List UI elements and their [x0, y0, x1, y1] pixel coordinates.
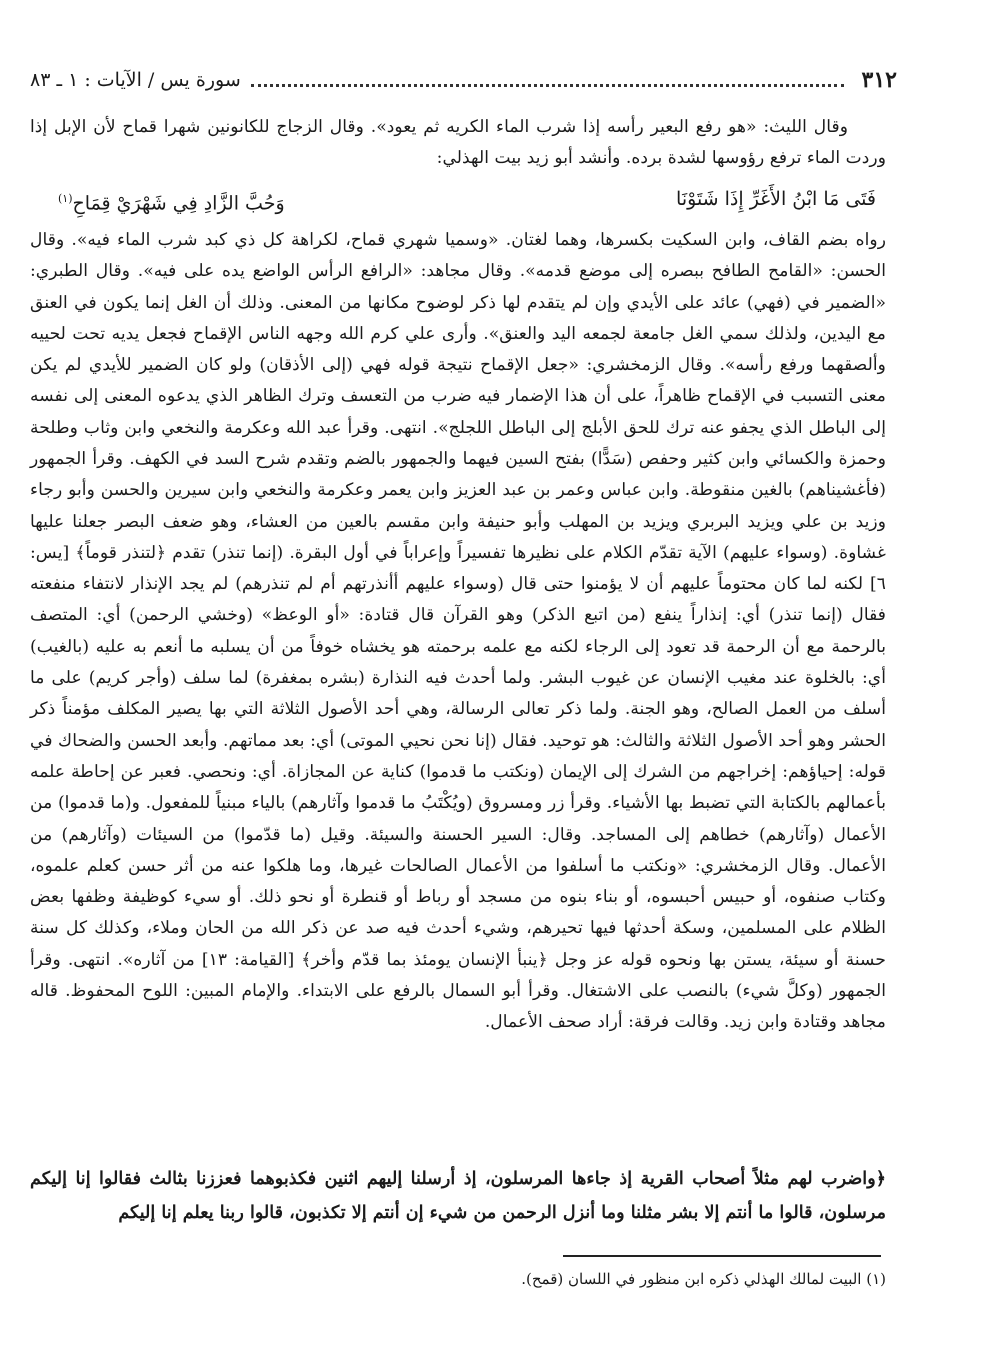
verse-second-hemistich-wrap — [58, 181, 285, 221]
footnote: (١) البيت لمالك الهذلي ذكره ابن منظور في اللسان (قمح). — [521, 1270, 886, 1288]
verse-first-hemistich: فَتَى مَا ابْنُ الأَغَرِّ إِذَا شَتَوْنَا — [676, 187, 876, 210]
running-head — [30, 60, 897, 100]
poetry-verse — [30, 181, 886, 221]
footnote-marker: (١) — [58, 191, 73, 205]
dotted-leader — [251, 82, 844, 87]
surah-verse-range: سورة يس / الآيات : ١ ـ ٨٣ — [30, 69, 241, 91]
quran-passage: ﴿واضرب لهم مثلاً أصحاب القرية إذ جاءها المرسلون، إذ أرسلنا إليهم اثنين فكذبوهما فعززنا بثالث فقالوا إنا إليكم مرسلون، قالوا ما أنتم إلا بشر مثلنا وما أنزل الرحمن من شيء إن أنتم إلا تكذبون، قالوا ربنا يعلم إنا إليكم — [30, 1168, 886, 1223]
verse-second-hemistich: وَحُبَّ الزَّادِ فِي شَهْرَيْ قِمَاحِ — [72, 191, 285, 214]
paragraph-layth: وقال الليث: «هو رفع البعير رأسه إذا شرب الماء الكريه ثم يعود». وقال الزجاج للكانونين شهرا قماح لأن الإبل إذا وردت الماء ترفع رؤوسها لشدة برده. وأنشد أبو زيد بيت الهذلي: — [30, 117, 886, 169]
footnote-rule — [563, 1255, 881, 1257]
page-number: ٣١٢ — [861, 67, 897, 93]
paragraph-commentary: رواه بضم القاف، وابن السكيت بكسرها، وهما لغتان. «وسميا شهري قماح، لكراهة كل ذي كبد شرب الماء فيه». وقال الحسن: «القامح الطافح ببصره إلى موضع قدمه». وقال مجاهد: «الرافع الرأس الواضع يده على فيه». وقال الطبري: «الضمير في (فهي) عائد على الأيدي وإن لم يتقدم لها ذكر لوضوح مكانها من المعنى. وذلك أن الغل إنما يكون في العنق مع اليدين، ولذلك سمي الغل جامعة لجمعه اليد والعنق». وأرى علي كرم الله وجهه الناس الإقماح فجعل يديه تحت لحييه وألصقهما ورفع رأسه». وقال الزمخشري: «جعل الإقماح نتيجة قوله فهي (إلى الأذقان) ولو كان الضمير للأيدي لم يكن معنى التسبب في الإقماح ظاهراً، على أن هذا الإضمار فيه ضرب من التعسف وترك الظاهر الذي يدعوه المعنى إلى نفسه إلى الباطل الذي يجفو عنه ترك للحق الأبلج إلى الباطل اللجلج». انتهى. وقرأ عبد الله وعكرمة والنخعي وابن وثاب وطلحة وحمزة والكسائي وابن كثير وحفص (سَدًّا) بفتح السين فيهما والجمهور بالضم وتقدم شرح السد في الكهف. وقرأ الجمهور (فأغشيناهم) بالغين منقوطة. وابن عباس وعمر بن عبد العزيز وابن يعمر وعكرمة والنخعي وابن سيرين والحسن وأبو رجاء وزيد بن علي ويزيد البربري ويزيد بن المهلب وأبو حنيفة وابن مقسم بالعين من العشاء، وهو ضعف البصر جعلنا عليها غشاوة. (وسواء عليهم) الآية تقدّم الكلام على نظيرها تفسيراً وإعراباً في أول البقرة. (إنما تنذر) تقدم ﴿لتنذر قوماً﴾ [يس: ٦] لكنه لما كان محتوماً عليهم أن لا يؤمنوا حتى قال (وسواء عليهم أأنذرتهم أم لم تنذرهم) لم يجد الإنذار لانتفاء منفعته فقال (إنما تنذر) أي: إنذاراً ينفع (من اتبع الذكر) وهو القرآن قال قتادة: «أو الوعظ» (وخشي الرحمن) أي: المتصف بالرحمة مع أن الرحمة قد تعود إلى الرجاء لكنه مع علمه برحمته هو يخشاه خوفاً من أن يسلبه ما أنعم به عليه (بالغيب) أي: بالخلوة عند مغيب الإنسان عن غيوب البشر. ولما أحدث فيه النذارة (بشره بمغفرة) لما سلف (وأجر كريم) على ما أسلف من العمل الصالح، وهو الجنة. ولما ذكر تعالى الرسالة، وهي أحد الأصول الثلاثة التي بها يصير المكلف مؤمناً ذكر الحشر وهو أحد الأصول الثلاثة والثالث: هو توحيد. فقال (إنا نحن نحيي الموتى) أي: بعد مماتهم. وأبعد الحسن والضحاك في قوله: إحياؤهم: إخراجهم من الشرك إلى الإيمان (ونكتب ما قدموا) كناية عن المجازاة. أي: ونحصي. فعبر عن إحاطة علمه بأعمالهم بالكتابة التي تضبط بها الأشياء. وقرأ زر ومسروق (ويُكْتَبُ ما قدموا وآثارهم) بالياء مبنياً للمفعول. و(ما قدموا) من الأعمال (وآثارهم) خطاهم إلى المساجد. وقال: السير الحسنة والسيئة. وقيل (ما قدّموا) من السيئات (وآثارهم) من الأعمال. وقال الزمخشري: «ونكتب ما أسلفوا من الأعمال الصالحات غيرها، وما هلكوا عنه من أثر حسن كعلم علموه، وكتاب صنفوه، أو حبيس أحبسوه، أو بناء بنوه من مسجد أو رباط أو قنطرة أو نحو ذلك. أو سيء كوظيفة وظفها بعض الظلام على المسلمين، وسكة أحدثها فيها تحيرهم، وشيء أحدث فيه صد عن ذكر الله من الحان وملاء، وكذلك كل سنة حسنة أو سيئة، يستن بها ونحوه قوله عز وجل ﴿ينبأ الإنسان يومئذ بما قدّم وأخر﴾ [القيامة: ١٣] من آثاره». انتهى. وقرأ الجمهور (وكلَّ شيء) بالنصب على الاشتغال. وقرأ أبو السمال بالرفع على الابتداء. والإمام المبين: اللوح المحفوظ. قاله مجاهد وقتادة وابن زيد. وقالت فرقة: أراد صحف الأعمال. — [30, 229, 887, 1033]
commentary-body — [30, 112, 886, 1039]
